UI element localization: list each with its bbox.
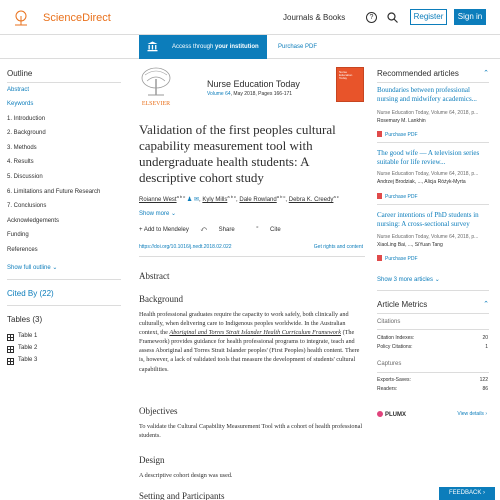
framework-link[interactable]: Aboriginal and Torres Strait Islander Health Curriculum Framework <box>169 329 342 337</box>
rec-purchase-pdf-link[interactable] <box>377 131 418 138</box>
institution-icon <box>147 41 158 52</box>
objectives-paragraph: To validate the Cultural Capability Measurement Tool with a cohort of health professional students. <box>139 423 363 440</box>
divider <box>377 82 489 83</box>
divider <box>7 82 121 83</box>
chevron-down-icon: ⌄ <box>434 277 440 283</box>
table-2-link[interactable]: Table 2 <box>18 345 38 351</box>
show-more-articles-label: Show 3 more articles <box>377 277 434 283</box>
citation-indexes-row <box>377 335 488 341</box>
background-text-2: (The Framework) provides guidance for health professional programs to integrate, teach and assess Aboriginal and Torres Strait Islander peoples' (First Peoples) health content. There is, however, a lack of validated tools that measure the development of students' cultural capabilities. <box>139 329 360 373</box>
publisher-wordmark: ELSEVIER <box>141 101 171 107</box>
table-icon <box>7 358 14 365</box>
article-main <box>139 59 365 500</box>
chevron-up-icon[interactable]: ⌃ <box>483 301 489 308</box>
show-more-articles-button[interactable] <box>377 276 440 283</box>
author-link[interactable]: Dale Rowland <box>239 197 277 203</box>
chevron-down-icon: ⌄ <box>171 211 177 217</box>
cited-by-link[interactable]: Cited By (22) <box>7 289 54 298</box>
metric-value: 122 <box>479 377 488 383</box>
design-paragraph: A descriptive cohort design was used. <box>139 472 233 479</box>
design-heading: Design <box>139 455 165 465</box>
outline-item-background[interactable]: 2. Background <box>7 130 46 136</box>
elsevier-tree-logo-icon[interactable] <box>7 10 35 26</box>
cite-button[interactable] <box>256 227 290 233</box>
purchase-pdf-link[interactable]: Purchase PDF <box>278 44 318 50</box>
recommended-article-link[interactable] <box>377 86 495 104</box>
author-link[interactable]: Debra K. Creedy <box>288 197 334 203</box>
background-text-1: Health professional graduates require the capacity to work safely, both clinically and culturally, when delivering care to Indigenous peoples worldwide. In the Australian context, the <box>139 311 349 337</box>
rec-title-line: suitable for life review... <box>377 158 446 166</box>
journals-books-link[interactable]: Journals & Books <box>283 13 346 22</box>
show-more-button[interactable] <box>139 210 176 217</box>
policy-citations-row <box>377 344 488 350</box>
rec-meta: Nurse Education Today, Volume 64, 2018, p... <box>377 110 479 116</box>
author-affiliations[interactable]: a b c <box>176 194 186 199</box>
outline-item-keywords[interactable]: Keywords <box>7 101 34 107</box>
feedback-label: FEEDBACK <box>448 490 482 496</box>
rec-pdf-label: Purchase PDF <box>385 256 418 262</box>
view-details-label: View details <box>457 411 484 417</box>
rec-title-line: Boundaries between professional <box>377 86 470 94</box>
recommended-article-link[interactable] <box>377 149 495 167</box>
background-paragraph <box>139 310 364 374</box>
divider <box>377 204 489 205</box>
objectives-heading: Objectives <box>139 406 178 416</box>
exports-saves-row <box>377 377 488 383</box>
author-affiliations[interactable]: a c <box>333 194 339 199</box>
outline-item-funding[interactable]: Funding <box>7 232 29 238</box>
divider <box>377 290 489 291</box>
access-bold: your institution <box>215 44 259 50</box>
chevron-right-icon: › <box>485 411 487 417</box>
table-icon <box>7 334 14 341</box>
pdf-icon <box>377 255 382 261</box>
volume-link[interactable]: Volume 64 <box>207 91 231 97</box>
author-list: Roianne West$^{a b c}$ ♟ ✉, Kyly Mills$^{a b c}$, Dale Rowland$^{a b c}$, Debra K. Creedy$^{a c}$ <box>139 194 339 203</box>
chevron-down-icon: ⌄ <box>52 265 58 271</box>
author-affiliations[interactable]: a b c <box>227 194 237 199</box>
rec-title-line: The good wife — A television series <box>377 149 480 157</box>
access-bar <box>0 35 500 59</box>
outline-item-references[interactable]: References <box>7 247 38 253</box>
metric-value: 86 <box>482 386 488 392</box>
metrics-heading: Article Metrics <box>377 300 428 309</box>
right-sidebar <box>370 59 495 500</box>
rec-pdf-label: Purchase PDF <box>385 132 418 138</box>
setting-heading: Setting and Participants <box>139 491 225 500</box>
outline-heading: Outline <box>7 69 33 78</box>
rec-meta: Nurse Education Today, Volume 64, 2018, p... <box>377 171 479 177</box>
rec-purchase-pdf-link[interactable] <box>377 255 418 262</box>
search-icon[interactable] <box>387 12 398 23</box>
outline-item-introduction[interactable]: 1. Introduction <box>7 116 46 122</box>
author-link[interactable]: Roianne West <box>139 197 177 203</box>
divider <box>7 305 121 306</box>
divider <box>377 313 489 314</box>
view-details-link[interactable] <box>457 411 487 417</box>
show-more-label: Show more <box>139 211 170 217</box>
recommended-heading: Recommended articles <box>377 69 459 78</box>
register-button[interactable]: Register <box>410 9 447 25</box>
show-full-outline-label: Show full outline <box>7 265 51 271</box>
outline-item-methods[interactable]: 3. Methods <box>7 145 37 151</box>
outline-item-abstract[interactable]: Abstract <box>7 87 30 93</box>
rec-pdf-label: Purchase PDF <box>385 194 418 200</box>
rec-authors: Rosemary M. Lankhin <box>377 118 426 124</box>
chevron-up-icon[interactable]: ⌃ <box>483 70 489 77</box>
article-title: Validation of the first peoples cultural capability measurement tool with undergraduate health students: A descriptive cohort study <box>139 122 336 185</box>
get-rights-link[interactable]: Get rights and content <box>313 244 363 250</box>
metric-label: Policy Citations: <box>377 344 413 350</box>
plumx-wordmark: PLUMX <box>385 412 406 418</box>
journal-title-link[interactable]: Nurse Education Today <box>207 79 300 89</box>
metric-value: 20 <box>482 335 488 341</box>
share-button[interactable] <box>201 227 245 233</box>
cite-label: Cite <box>270 227 281 233</box>
outline-item-limitations[interactable]: 6. Limitations and Future Research <box>7 189 101 195</box>
issue-details: , May 2018, Pages 166-171 <box>230 91 293 97</box>
metric-label: Readers: <box>377 386 398 392</box>
divider <box>377 142 489 143</box>
tables-heading: Tables (3) <box>7 315 43 324</box>
access-prefix: Access through <box>172 44 216 50</box>
share-icon: ⤺ <box>200 227 207 233</box>
brand-name[interactable]: ScienceDirect <box>43 12 111 24</box>
rec-title-line: Career intentions of PhD students in <box>377 211 479 219</box>
elsevier-logo[interactable] <box>139 67 173 107</box>
mail-icon[interactable]: ✉ <box>193 197 200 203</box>
top-header <box>0 0 500 35</box>
recommended-article-link[interactable] <box>377 211 495 229</box>
outline-item-acknowledgements[interactable]: Acknowledgements <box>7 218 60 224</box>
outline-sidebar <box>0 59 128 500</box>
doi-link[interactable]: https://doi.org/10.1016/j.nedt.2018.02.022 <box>139 244 232 250</box>
readers-row <box>377 386 488 392</box>
rec-title-line: nursing: A cross-sectional survey <box>377 220 470 228</box>
pdf-icon <box>377 193 382 199</box>
feedback-button[interactable] <box>439 487 495 500</box>
person-icon[interactable]: ♟ <box>186 197 193 203</box>
table-icon <box>7 346 14 353</box>
table-1-link[interactable]: Table 1 <box>18 333 38 339</box>
sign-in-button[interactable]: Sign in <box>454 9 486 25</box>
outline-item-conclusions[interactable]: 7. Conclusions <box>7 203 47 209</box>
journal-meta <box>207 91 292 97</box>
add-to-mendeley-button[interactable]: + Add to Mendeley <box>139 227 189 233</box>
abstract-heading: Abstract <box>139 271 170 281</box>
divider <box>377 372 489 373</box>
author-link[interactable]: Kyly Mills <box>202 197 228 203</box>
metric-label: Citation Indexes: <box>377 335 415 341</box>
elsevier-tree-icon <box>139 67 173 97</box>
rec-purchase-pdf-link[interactable] <box>377 193 418 200</box>
metric-value: 1 <box>485 344 488 350</box>
background-heading: Background <box>139 294 183 304</box>
show-full-outline-link[interactable] <box>7 264 57 271</box>
divider <box>139 256 365 257</box>
plumx-logo <box>377 411 406 418</box>
quote-icon: ” <box>256 227 259 233</box>
share-label: Share <box>218 227 235 233</box>
access-through-institution-button[interactable] <box>139 35 267 59</box>
plumx-icon <box>377 411 383 417</box>
rec-authors: XiaoLing Bai, ..., SiYuan Tang <box>377 242 443 248</box>
pdf-icon <box>377 131 382 137</box>
article-actions <box>139 227 301 234</box>
divider <box>377 329 489 330</box>
outline-item-discussion[interactable]: 5. Discussion <box>7 174 43 180</box>
help-icon[interactable]: ? <box>366 12 377 23</box>
table-3-link[interactable]: Table 3 <box>18 357 38 363</box>
citations-label: Citations <box>377 319 401 325</box>
divider <box>7 279 121 280</box>
rec-title-line: nursing and midwifery academics... <box>377 95 477 103</box>
outline-item-results[interactable]: 4. Results <box>7 159 34 165</box>
journal-cover-image[interactable]: Nurse Education Today <box>336 67 364 102</box>
metric-label: Exports-Saves: <box>377 377 411 383</box>
captures-label: Captures <box>377 361 402 367</box>
rec-meta: Nurse Education Today, Volume 64, 2018, p... <box>377 234 479 240</box>
author-affiliations[interactable]: a b c <box>276 194 286 199</box>
rec-authors: Andrzej Brodziak, ..., Alicja Różyk-Myrta <box>377 179 466 185</box>
chevron-right-icon: › <box>483 490 485 496</box>
